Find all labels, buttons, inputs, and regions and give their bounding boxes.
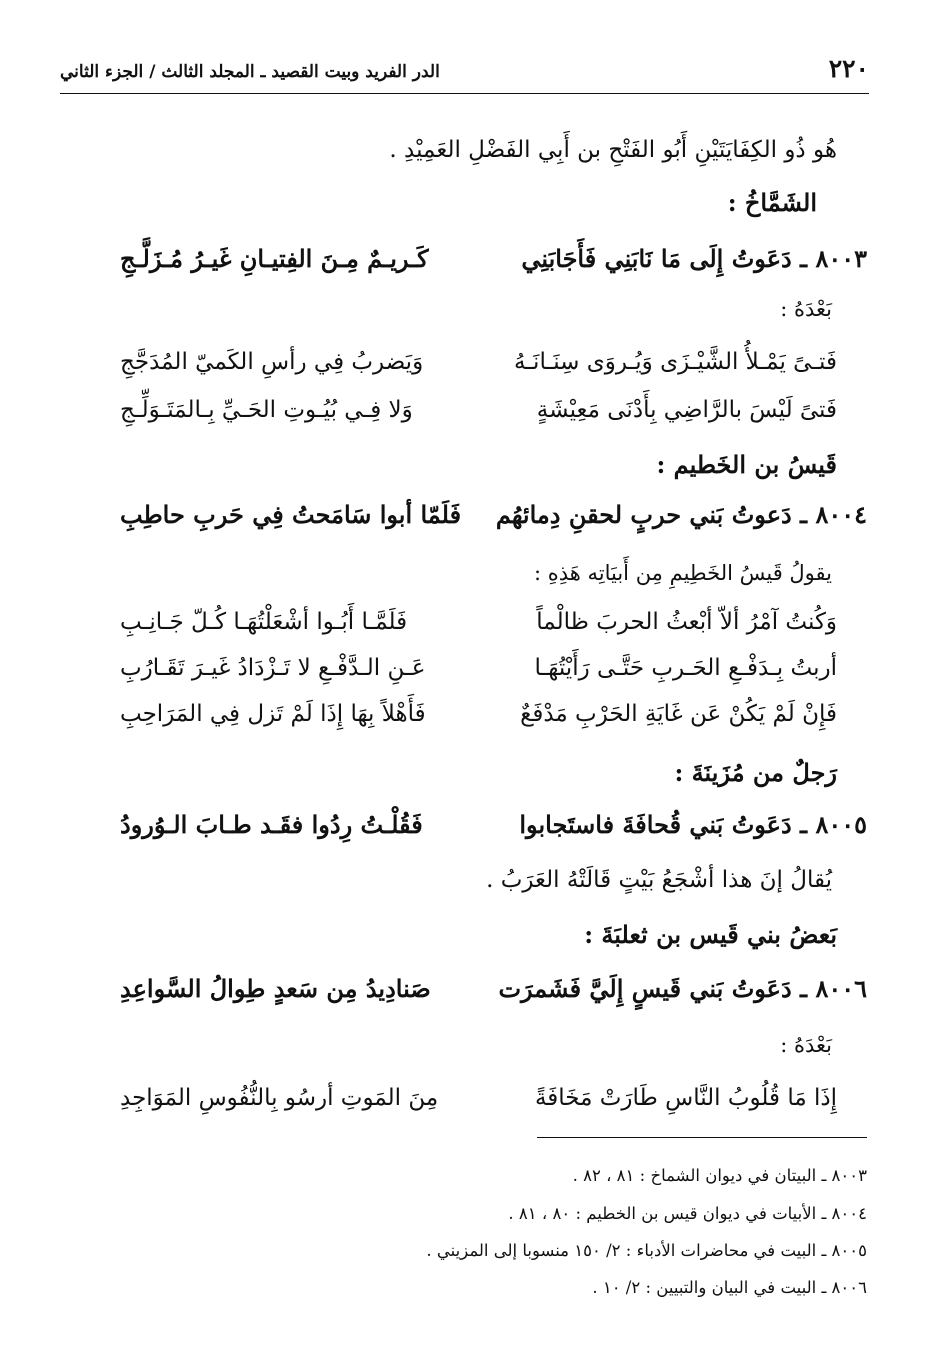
verse-first-hemistich: وَكُنتُ آمْرُ ألاّ أبْعثُ الحربَ ظالْماً [536, 609, 837, 635]
poet-heading: رَجلٌ من مُزَينَةَ : [674, 758, 837, 787]
verse-8004-first-hemistich: ٨٠٠٤ ـ دَعوتُ بَني حربٍ لحقنِ دِمائهُم [495, 500, 867, 529]
verse-8003-first-hemistich: ٨٠٠٣ ـ دَعَوتُ إِلَى مَا نَابَنِي فَأَجَابَنِي [521, 244, 867, 273]
verse-first-hemistich: إِذَا مَا قُلُوبُ النَّاسِ طَارَتْ مَخَافَةً [534, 1085, 837, 1111]
verse-first-hemistich: فَتـىً يَمْـلأُ الشَّيْـزَى وَيُـروَى سِنَـانَـهُ [513, 349, 837, 375]
verse-8005-second-hemistich: فَقُلْـتُ رِدُوا فقَـد طـابَ الـوُرودُ [120, 810, 423, 839]
verse-8006-second-hemistich: صَنادِيدُ مِن سَعدٍ طِوالُ السَّواعِدِ [120, 974, 431, 1003]
poet-heading: بَعضُ بني قَيس بن ثعلبَةَ : [584, 920, 837, 949]
verse-8003-second-hemistich: كَـريـمٌ مِـنَ الفِتيـانِ غَيـرُ مُـزَلَّـجِ [120, 244, 429, 273]
verse-first-hemistich: فَتىً لَيْسَ بالرَّاضِي بِأَدْنَى مَعِيْشَةٍ [536, 397, 837, 423]
intro-line: هُو ذُو الكِفَايَتَيْنِ أَبُو الفَتْحِ بن أَبِي الفَضْلِ العَمِيْدِ . [389, 137, 837, 163]
commentary-line: يُقالُ إنَ هذا أشْجَعُ بَيْتٍ قَالَتْهُ العَرَبُ . [486, 867, 832, 893]
verse-first-hemistich: أربتُ بِـدَفْـعِ الحَـربِ حَتَّـى رَأَيْتُهَـا [534, 655, 837, 681]
badahu-label: بَعْدَهُ : [780, 1033, 832, 1057]
verse-second-hemistich: عَـنِ الـدَّفْـعِ لا تَـزْدَادُ غَيـرَ تَقَـارُبِ [120, 655, 426, 681]
commentary-line: يقولُ قَيسُ الخَطِيمِ مِن أَبيَاتِه هَذِهِ : [533, 561, 832, 585]
page-number: ٢٢٠ [828, 54, 869, 83]
footnote: ٨٠٠٦ ـ البيت في البيان والتبيين : ٢/ ١٠ . [592, 1278, 867, 1297]
running-title: الدر الفريد وبيت القصيد ـ المجلد الثالث / الجزء الثاني [60, 62, 440, 82]
footnote: ٨٠٠٥ ـ البيت في محاضرات الأدباء : ٢/ ١٥٠ منسوبا إلى المزيني . [426, 1241, 867, 1260]
poet-heading: قَيسُ بن الخَطيم : [656, 450, 837, 479]
verse-8005-first-hemistich: ٨٠٠٥ ـ دَعَوتُ بَني قُحافَةَ فاستَجابوا [519, 810, 867, 839]
verse-8004-second-hemistich: فَلَمّا أبوا سَامَحتُ فِي حَربِ حاطِبِ [120, 500, 462, 529]
footnote-divider [537, 1137, 867, 1138]
verse-8006-first-hemistich: ٨٠٠٦ ـ دَعَوتُ بَني قَيسٍ إِلَيَّ فَشَمرَت [498, 974, 867, 1003]
verse-second-hemistich: وَيَضربُ فِي رأسِ الكَميّ المُدَجَّجِ [120, 349, 424, 375]
verse-second-hemistich: مِنَ المَوتِ أرسُو بِالنُّفُوسِ المَوَاجِدِ [120, 1085, 439, 1111]
verse-second-hemistich: وَلا فِـي بُيُـوتِ الحَـيِّ بِـالمَتَـوَلِّـجِ [120, 397, 413, 423]
verse-first-hemistich: فَإِنْ لَمْ يَكُنْ عَن غَايَةِ الحَرْبِ مَدْفَعٌ [520, 701, 837, 727]
footnote: ٨٠٠٣ ـ البيتان في ديوان الشماخ : ٨١ ، ٨٢ . [572, 1166, 867, 1185]
poet-heading: الشَمَّاخُ : [727, 188, 817, 217]
footnote: ٨٠٠٤ ـ الأبيات في ديوان قيس بن الخطيم : ٨٠ ، ٨١ . [508, 1204, 867, 1223]
running-header [60, 50, 869, 94]
verse-second-hemistich: فَلَمَّـا أَبُـوا أشْعَلْتُهَـا كُـلّ جَـانِـبِ [120, 609, 408, 635]
verse-second-hemistich: فَأَهْلاً بِهَا إِذَا لَمْ تَزل فِي المَرَاحِبِ [120, 701, 426, 727]
badahu-label: بَعْدَهُ : [780, 297, 832, 321]
